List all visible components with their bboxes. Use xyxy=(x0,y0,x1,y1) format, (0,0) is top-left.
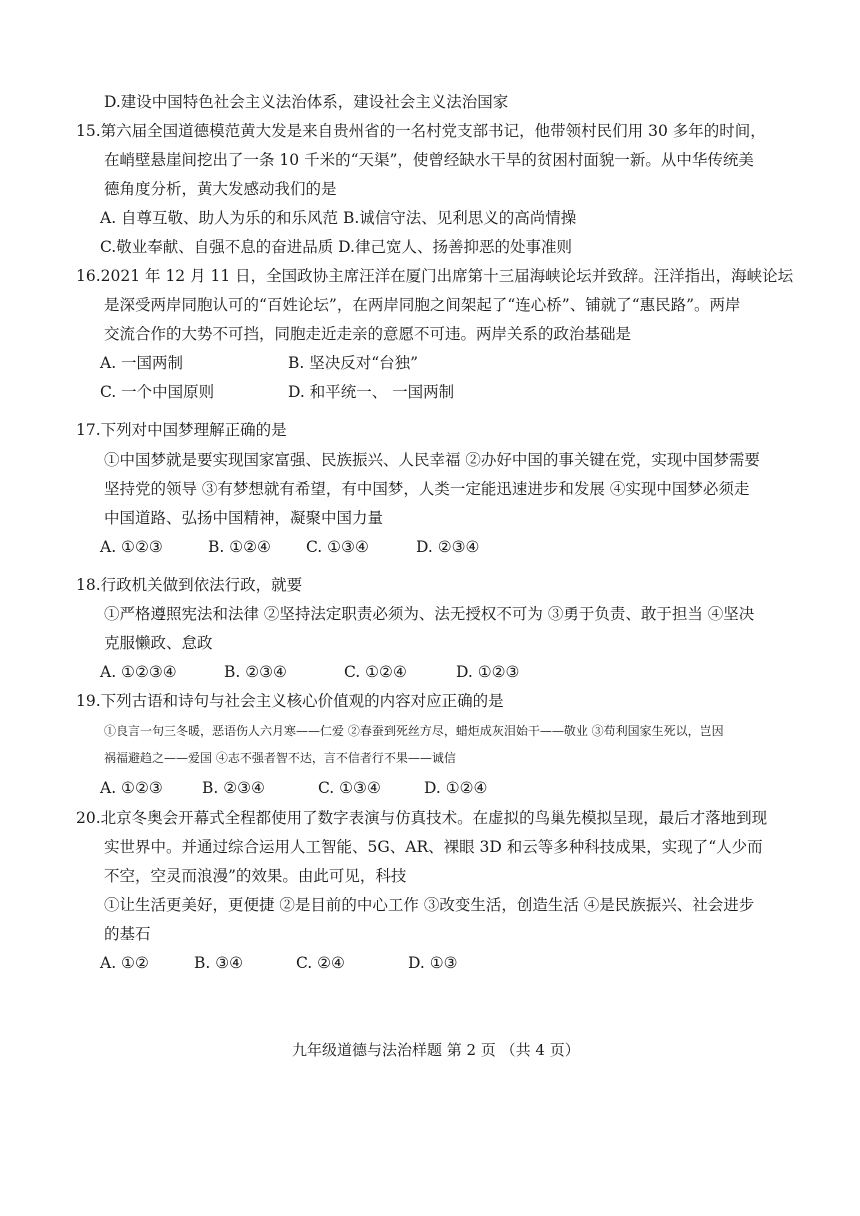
q15-stem-line-1: 15.第六届全国道德模范黄大发是来自贵州省的一名村党支部书记，他带领村民们用 30 多年的时间， xyxy=(76,122,766,140)
q15-options-ab: A. 自尊互敬、助人为乐的和乐风范 B.诚信守法、见利思义的高尚情操 xyxy=(100,209,577,227)
q18-stem: 18.行政机关做到依法行政，就要 xyxy=(76,576,303,594)
q19-stem: 19.下列古语和诗句与社会主义核心价值观的内容对应正确的是 xyxy=(76,692,504,710)
q16-option-b: B. 坚决反对“台独” xyxy=(288,354,419,372)
q15-options-cd: C.敬业奉献、自强不息的奋进品质 D.律己宽人、扬善抑恶的处事准则 xyxy=(100,238,572,256)
q16-option-d: D. 和平统一、 一国两制 xyxy=(288,383,455,401)
q18-option-b: B. ②③④ xyxy=(224,663,287,681)
q16-stem-line-1: 16.2021 年 12 月 11 日，全国政协主席汪洋在厦门出席第十三届海峡论坛并致辞。汪洋指出，海峡论坛 xyxy=(76,267,794,285)
q20-option-c: C. ②④ xyxy=(296,954,345,972)
q20-option-a: A. ①② xyxy=(100,954,149,972)
q19-option-c: C. ①③④ xyxy=(318,779,381,797)
q19-option-d: D. ①②④ xyxy=(424,779,488,797)
q17-option-a: A. ①②③ xyxy=(100,538,163,556)
q20-stem-line-1: 20.北京冬奥会开幕式全程都使用了数字表演与仿真技术。在虚拟的鸟巢先模拟呈现，最后才落地到现 xyxy=(76,809,768,827)
q17-stem: 17.下列对中国梦理解正确的是 xyxy=(76,421,287,439)
q20-stem-line-3: 不空，空灵而浪漫”的效果。由此可见，科技 xyxy=(104,867,407,885)
q17-option-b: B. ①②④ xyxy=(208,538,271,556)
q15-stem-line-2: 在峭壁悬崖间挖出了一条 10 千米的“天渠”，使曾经缺水干旱的贫困村面貌一新。从中华传统美 xyxy=(104,151,754,169)
q14-option-d: D.建设中国特色社会主义法治体系，建设社会主义法治国家 xyxy=(104,93,509,111)
q20-option-b: B. ③④ xyxy=(194,954,244,972)
q17-body-line-2: 坚持党的领导 ③有梦想就有希望，有中国梦，人类一定能迅速进步和发展 ④实现中国梦必须走 xyxy=(104,480,750,498)
q19-option-a: A. ①②③ xyxy=(100,779,163,797)
q17-body-line-3: 中国道路、弘扬中国精神，凝聚中国力量 xyxy=(104,509,384,527)
q19-body-line-2: 祸福避趋之——爱国 ④志不强者智不达，言不信者行不果——诚信 xyxy=(104,751,456,765)
q17-body-line-1: ①中国梦就是要实现国家富强、民族振兴、人民幸福 ②办好中国的事关键在党，实现中国梦需要 xyxy=(104,451,760,469)
q18-option-d: D. ①②③ xyxy=(456,663,520,681)
q16-stem-line-3: 交流合作的大势不可挡，同胞走近走亲的意愿不可违。两岸关系的政治基础是 xyxy=(104,325,632,343)
q18-body-line-1: ①严格遵照宪法和法律 ②坚持法定职责必须为、法无授权不可为 ③勇于负责、敢于担当 ④坚决 xyxy=(104,605,755,623)
q19-body-line-1: ①良言一句三冬暖，恶语伤人六月寒——仁爱 ②春蚕到死丝方尽，蜡炬成灰泪始干——敬业 ③苟利国家生死以，岂因 xyxy=(104,724,724,738)
q18-option-c: C. ①②④ xyxy=(344,663,407,681)
q16-option-a: A. 一国两制 xyxy=(100,354,184,372)
page-footer: 九年级道德与法治样题 第 2 页 （共 4 页） xyxy=(292,1041,580,1059)
q16-stem-line-2: 是深受两岸同胞认可的“百姓论坛”，在两岸同胞之间架起了“连心桥”、铺就了“惠民路”。两岸 xyxy=(104,296,741,314)
q18-body-line-2: 克服懒政、怠政 xyxy=(104,634,213,652)
q18-option-a: A. ①②③④ xyxy=(100,663,177,681)
q20-stem-line-2: 实世界中。并通过综合运用人工智能、5G、AR、裸眼 3D 和云等多种科技成果，实现了“人少而 xyxy=(104,838,763,856)
q17-option-c: C. ①③④ xyxy=(306,538,369,556)
q20-body-line-2: 的基石 xyxy=(104,925,151,943)
q20-body-line-1: ①让生活更美好，更便捷 ②是目前的中心工作 ③改变生活，创造生活 ④是民族振兴、社会进步 xyxy=(104,896,755,914)
q15-stem-line-3: 德角度分析，黄大发感动我们的是 xyxy=(104,180,337,198)
q20-option-d: D. ①③ xyxy=(408,954,458,972)
q19-option-b: B. ②③④ xyxy=(202,779,265,797)
q16-option-c: C. 一个中国原则 xyxy=(100,383,215,401)
q17-option-d: D. ②③④ xyxy=(416,538,480,556)
